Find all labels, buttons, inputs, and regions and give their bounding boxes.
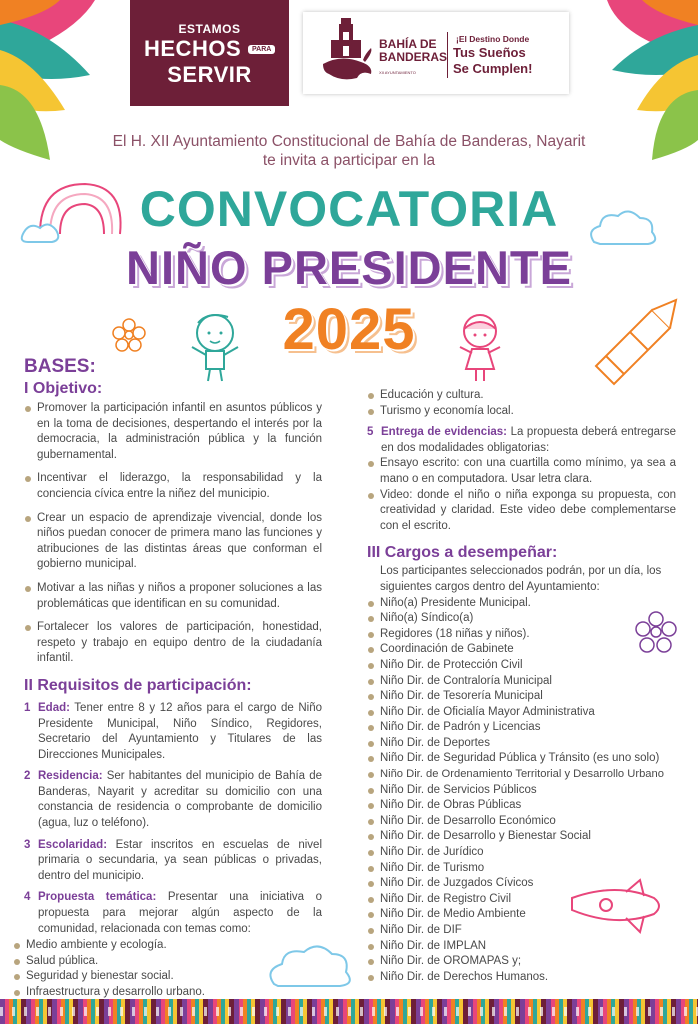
list-item: Niño Dir. de Registro Civil (367, 892, 676, 908)
list-item: Niño Dir. de Contraloría Municipal (367, 674, 676, 690)
temas-list (13, 938, 322, 1000)
objetivo-heading: I Objetivo: (24, 380, 103, 397)
list-item: Seguridad y bienestar social. (13, 969, 322, 985)
list-item: Salud pública. (13, 954, 322, 970)
logo-name: BAHÍA DE BANDERAS (379, 37, 448, 64)
cargos-list (367, 596, 676, 986)
slogan-lines: Tus Sueños Se Cumplen! (453, 45, 533, 76)
list-item: Niño Dir. de OROMAPAS y; (367, 954, 676, 970)
list-item: Incentivar el liderazgo, la responsabilidad y la conciencia cívica entre la niñez del municipio. (24, 471, 322, 502)
list-item: 2 Residencia: Ser habitantes del municipio de Bahía de Banderas, Nayarit y acreditar su domicilio con una constancia de residencia o comprobante de domicilio (agua, luz o teléfono). (24, 770, 322, 830)
list-item: Niño Dir. de Derechos Humanos. (367, 970, 676, 986)
list-item: Video: donde el niño o niña exponga su propuesta, con creatividad y claridad. Este video debe complementarse con el escrito. (367, 488, 676, 535)
list-item: Medio ambiente y ecología. (13, 938, 322, 954)
list-item: Niño Dir. de DIF (367, 923, 676, 939)
entrega-item (367, 425, 676, 456)
list-item: Niño Dir. de Oficialía Mayor Administrativa (367, 705, 676, 721)
church-whale-logo-icon (321, 18, 375, 88)
cargos-intro: Los participantes seleccionados podrán, por un día, los siguientes cargos dentro del Ayuntamiento: (380, 565, 662, 593)
list-item: 3 Escolaridad: Estar inscritos en escuelas de nivel primaria o secundaria, ya sean públicas o privadas, dentro del municipio. (24, 838, 322, 882)
list-item: Niño Dir. de Desarrollo Económico (367, 814, 676, 830)
list-item: Niño(a) Presidente Municipal. (367, 596, 676, 612)
list-item: Niño Dir. de Medio Ambiente (367, 907, 676, 923)
list-item: Regidores (18 niñas y niños). (367, 627, 676, 643)
list-item: Ensayo escrito: con una cuartilla como mínimo, ya sea a mano o en computadora. Usar letra clara. (367, 456, 676, 487)
list-item: Niño Dir. de Jurídico (367, 845, 676, 861)
list-item: Niño Dir. de Turismo (367, 861, 676, 877)
title-convocatoria: CONVOCATORIA (139, 181, 559, 237)
list-item: Niño Dir. de Obras Públicas (367, 798, 676, 814)
list-item: Promover la participación infantil en asuntos públicos y en la toma de decisiones, despertando el interés por la democracia, la administración pública y la función gubernamental. (24, 401, 322, 463)
list-item: Niño Dir. de Juzgados Cívicos (367, 876, 676, 892)
list-item: Niño Dir. de Servicios Públicos (367, 783, 676, 799)
decorative-footer-dots (0, 1007, 698, 1016)
list-item: Turismo y economía local. (367, 404, 676, 420)
list-item: Niño Dir. de Padrón y Licencias (367, 720, 676, 736)
objetivo-list (24, 401, 322, 667)
list-item: Crear un espacio de aprendizaje vivencial, donde los niños puedan conocer de primera mano las funciones y atribuciones de las distintas áreas que conforman el gobierno municipal. (24, 511, 322, 573)
list-item: Niño Dir. de Protección Civil (367, 658, 676, 674)
list-item: Niño Dir. de Deportes (367, 736, 676, 752)
list-item: 5 Entrega de evidencias: La propuesta deberá entregarse en dos modalidades obligatorias: (367, 426, 676, 454)
badge-line3: SERVIR (167, 62, 252, 87)
list-item: Niño(a) Síndico(a) (367, 611, 676, 627)
list-item: 1 Edad: Tener entre 8 y 12 años para el cargo de Niño Presidente Municipal, Niño Síndico, Regidores, Secretario del Ayuntamiento y Titulares de las Direcciones Municipales. (24, 701, 322, 761)
right-column (367, 388, 676, 985)
title-year: 2025 (282, 297, 416, 362)
list-item: Niño Dir. de Seguridad Pública y Tránsito (es uno solo) (367, 751, 676, 767)
modalidades-list (367, 456, 676, 534)
slogan-line1: ¡El Destino Donde (456, 34, 530, 44)
list-item: Motivar a las niñas y niños a proponer soluciones a las problemáticas que identifican en su comunidad. (24, 581, 322, 612)
badge-line1: ESTAMOS (178, 22, 241, 36)
temas-list-continued (367, 388, 676, 419)
requisitos-list (24, 701, 322, 937)
list-item: Fortalecer los valores de participación, honestidad, respeto y trabajo en equipo dentro de la ciudadanía infantil. (24, 620, 322, 667)
list-item: Niño Dir. de Tesorería Municipal (367, 689, 676, 705)
requisitos-heading: II Requisitos de participación: (24, 676, 252, 694)
title-nino-presidente: NIÑO PRESIDENTE (126, 241, 572, 294)
intro-text: El H. XII Ayuntamiento Constitucional de Bahía de Banderas, Nayarit te invita a participar en la (112, 133, 586, 169)
list-item: Niño Dir. de Ordenamiento Territorial y Desarrollo Urbano (367, 767, 676, 783)
logo-ayuntamiento: XII AYUNTAMIENTO (379, 70, 416, 75)
logo-separator (447, 32, 448, 78)
list-item: Infraestructura y desarrollo urbano. (13, 985, 322, 1001)
left-column (24, 356, 322, 1001)
list-item: Coordinación de Gabinete (367, 642, 676, 658)
list-item: Educación y cultura. (367, 388, 676, 404)
hechos-para-servir-badge (130, 0, 289, 106)
cargos-heading: III Cargos a desempeñar: (367, 544, 558, 562)
bahia-de-banderas-logo (303, 12, 569, 94)
bases-heading: BASES: (24, 356, 96, 377)
badge-line2: HECHOS (144, 36, 242, 61)
badge-para: PARA (248, 45, 275, 54)
list-item: 4 Propuesta temática: Presentar una iniciativa o propuesta para mejorar algún aspecto de la comunidad, relacionada con temas como: (24, 891, 322, 935)
list-item: Niño Dir. de Desarrollo y Bienestar Social (367, 829, 676, 845)
list-item: Niño Dir. de IMPLAN (367, 939, 676, 955)
